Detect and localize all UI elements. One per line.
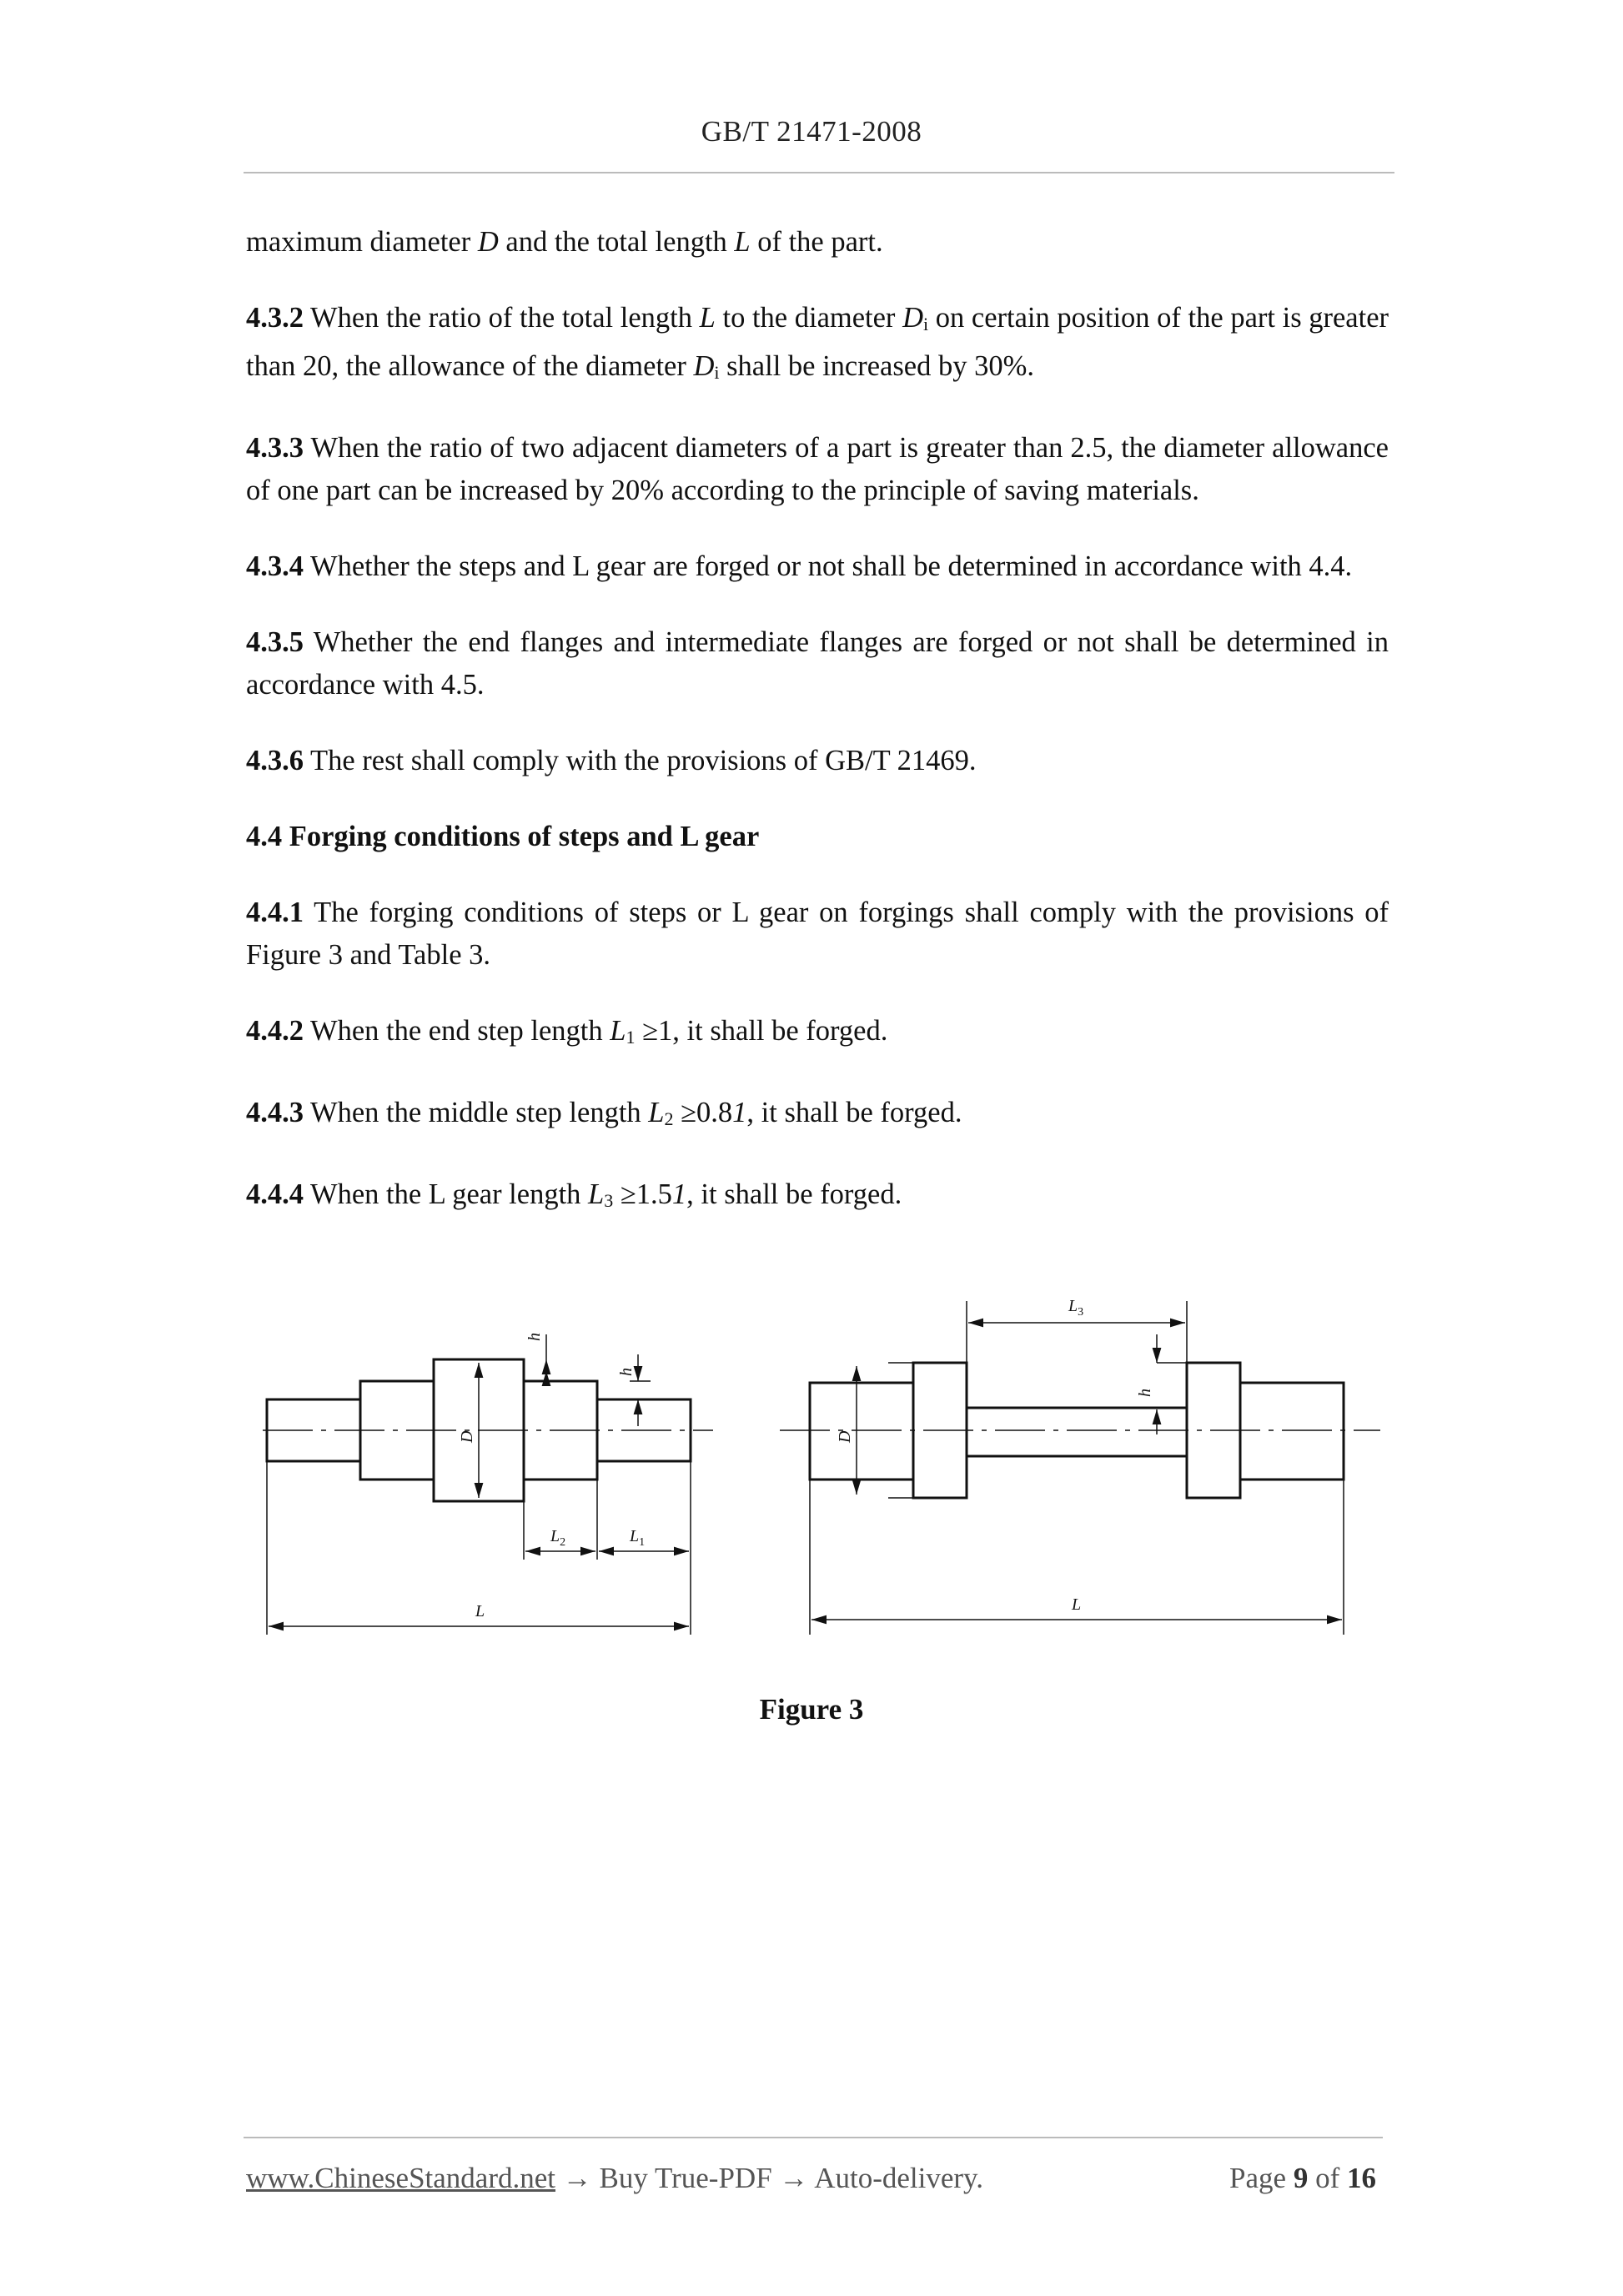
left-L-label: L [475,1602,485,1620]
right-L3-label: $L_3$ [1068,1297,1084,1319]
clause-4-3-4: 4.3.4 Whether the steps and L gear are forged or not shall be determined in accordance with 4.4. [246,550,1353,582]
left-L2-label: $L_2$ [550,1527,566,1549]
figure-caption: Figure 3 [759,1693,864,1726]
right-h-label: h [1136,1389,1154,1397]
clause-4-3-2: 4.3.2 When the ratio of the total length L to the diameter Di on certain position of the part is greater than 20, the allowance of the diameter Di shall be increased by 30%. [246,302,1389,383]
website-link[interactable]: www.ChineseStandard.net [246,2162,555,2194]
clause-4-4-2: 4.4.2 When the end step length L1 ≥1, it shall be forged. [246,1015,888,1048]
page-number: 9 [1293,2162,1309,2194]
page-indicator: Page 9 of 16 [1229,2162,1376,2194]
clause-4-4-1: 4.4.1 The forging conditions of steps or L gear on forgings shall comply with the provisions of Figure 3 and Table 3. [246,897,1389,971]
clause-4-4-3: 4.4.3 When the middle step length L2 ≥0.81, it shall be forged. [246,1097,962,1129]
page-total: 16 [1347,2162,1376,2194]
left-h-label-2: h [617,1368,636,1376]
clause-4-4-4: 4.4.4 When the L gear length L3 ≥1.51, it shall be forged. [246,1178,902,1211]
body-text [246,221,1389,1255]
footer-divider [244,2137,1383,2138]
right-D-label: D [836,1430,854,1443]
left-shaft-drawing [263,1334,713,1635]
header-standard-code: GB/T 21471-2008 [701,115,922,148]
figure-3-drawing [246,1284,1405,1651]
left-D-label: D [458,1430,476,1443]
footer-promo: www.ChineseStandard.net → Buy True-PDF → Auto-delivery. [246,2162,984,2194]
left-h-label-1: h [525,1333,544,1341]
left-L1-label: $L_1$ [630,1527,646,1549]
section-heading-4-4: 4.4 Forging conditions of steps and L gear [246,821,760,852]
clause-4-3-5: 4.3.5 Whether the end flanges and intermediate flanges are forged or not shall be determined in accordance with 4.5. [246,626,1389,701]
clause-4-3-6: 4.3.6 The rest shall comply with the provisions of GB/T 21469. [246,745,977,776]
right-L-label: L [1072,1595,1082,1614]
paragraph-continuation: maximum diameter D and the total length L of the part. [246,226,883,258]
header-divider [244,172,1394,173]
right-shaft-drawing [780,1301,1380,1635]
clause-4-3-3: 4.3.3 When the ratio of two adjacent diameters of a part is greater than 2.5, the diameter allowance of one part can be increased by 20% according to the principle of saving materials. [246,432,1389,506]
